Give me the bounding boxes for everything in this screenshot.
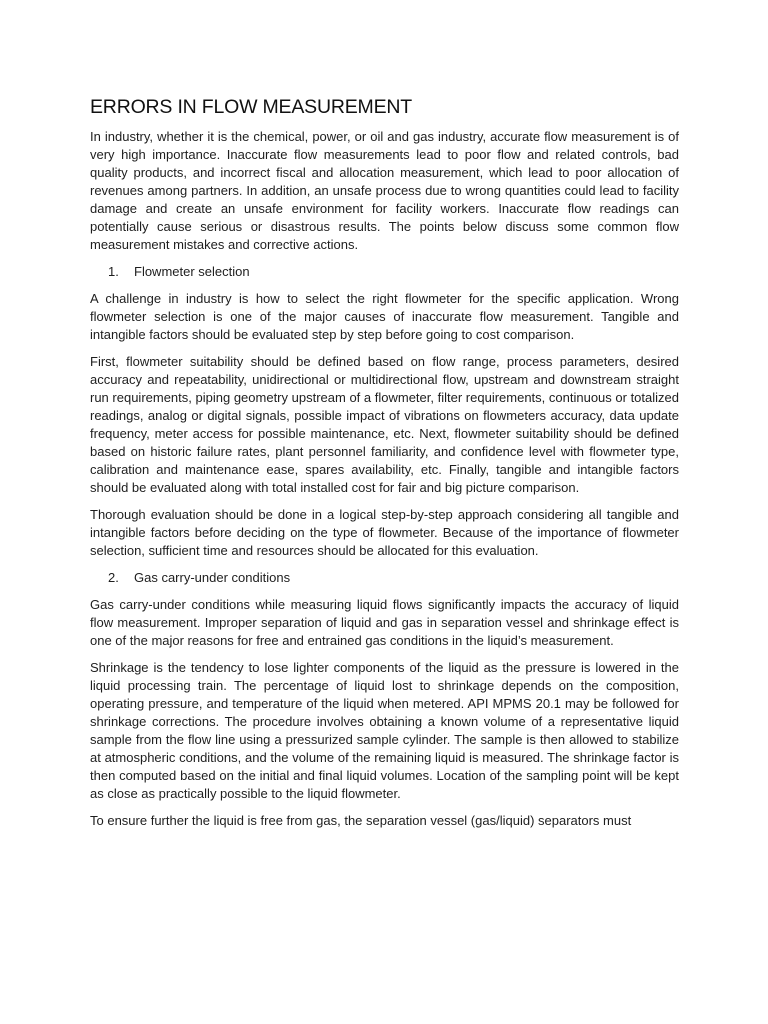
section-heading-text: Flowmeter selection: [134, 264, 250, 279]
section-number: 1.: [108, 264, 119, 279]
section-2-paragraph: Gas carry-under conditions while measuring liquid flows significantly impacts the accuracy of liquid flow measurement. Improper separation of liquid and gas in separation vessel and shrinkage effect is one of the major reasons for free and entrained gas conditions in the liquid’s measurement.: [90, 597, 679, 648]
section-1-paragraph: Thorough evaluation should be done in a logical step-by-step approach considering all tangible and intangible factors before deciding on the type of flowmeter. Because of the importance of flowmeter selection, sufficient time and resources should be allocated for this evaluation.: [90, 507, 679, 558]
section-2-paragraph: To ensure further the liquid is free from gas, the separation vessel (gas/liquid) separators must: [90, 813, 632, 828]
section-heading-1: [90, 263, 679, 281]
document-title: ERRORS IN FLOW MEASUREMENT: [90, 96, 412, 118]
section-number: 2.: [108, 570, 119, 585]
section-1-paragraph: First, flowmeter suitability should be defined based on flow range, process parameters, desired accuracy and repeatability, unidirectional or multidirectional flow, upstream and downstream straight run requirements, piping geometry upstream of a flowmeter, filter requirements, continuous or totalized readings, analog or digital signals, possible impact of vibrations on flowmeters accuracy, data update frequency, meter access for possible maintenance, etc. Next, flowmeter suitability should be defined based on historic failure rates, plant personnel familiarity, and confidence level with flowmeter type, calibration and maintenance ease, spares availability, etc. Finally, tangible and intangible factors should be evaluated along with total installed cost for fair and big picture comparison.: [90, 354, 679, 495]
section-2-paragraph: Shrinkage is the tendency to lose lighter components of the liquid as the pressure is lowered in the liquid processing train. The percentage of liquid lost to shrinkage depends on the composition, operating pressure, and temperature of the liquid when metered. API MPMS 20.1 may be followed for shrinkage corrections. The procedure involves obtaining a known volume of a representative liquid sample from the flow line using a pressurized sample cylinder. The sample is then allowed to stabilize at atmospheric conditions, and the volume of the remaining liquid is measured. The shrinkage factor is then computed based on the initial and final liquid volumes. Location of the sampling point will be kept as close as practically possible to the liquid flowmeter.: [90, 660, 679, 801]
section-1-paragraph: A challenge in industry is how to select the right flowmeter for the specific application. Wrong flowmeter selection is one of the major causes of inaccurate flow measurement. Tangible and intangible factors should be evaluated step by step before going to cost comparison.: [90, 291, 679, 342]
section-heading-2: [90, 569, 679, 587]
intro-paragraph: In industry, whether it is the chemical, power, or oil and gas industry, accurate flow measurement is of very high importance. Inaccurate flow measurements lead to poor flow and related controls, bad quality products, and incorrect fiscal and allocation measurement, which lead to poor allocation of revenues among partners. In addition, an unsafe process due to wrong quantities could lead to facility damage and create an unsafe environment for facility workers. Inaccurate flow readings can potentially cause serious or disastrous results. The points below discuss some common flow measurement mistakes and corrective actions.: [90, 129, 679, 252]
section-heading-text: Gas carry-under conditions: [134, 570, 291, 585]
